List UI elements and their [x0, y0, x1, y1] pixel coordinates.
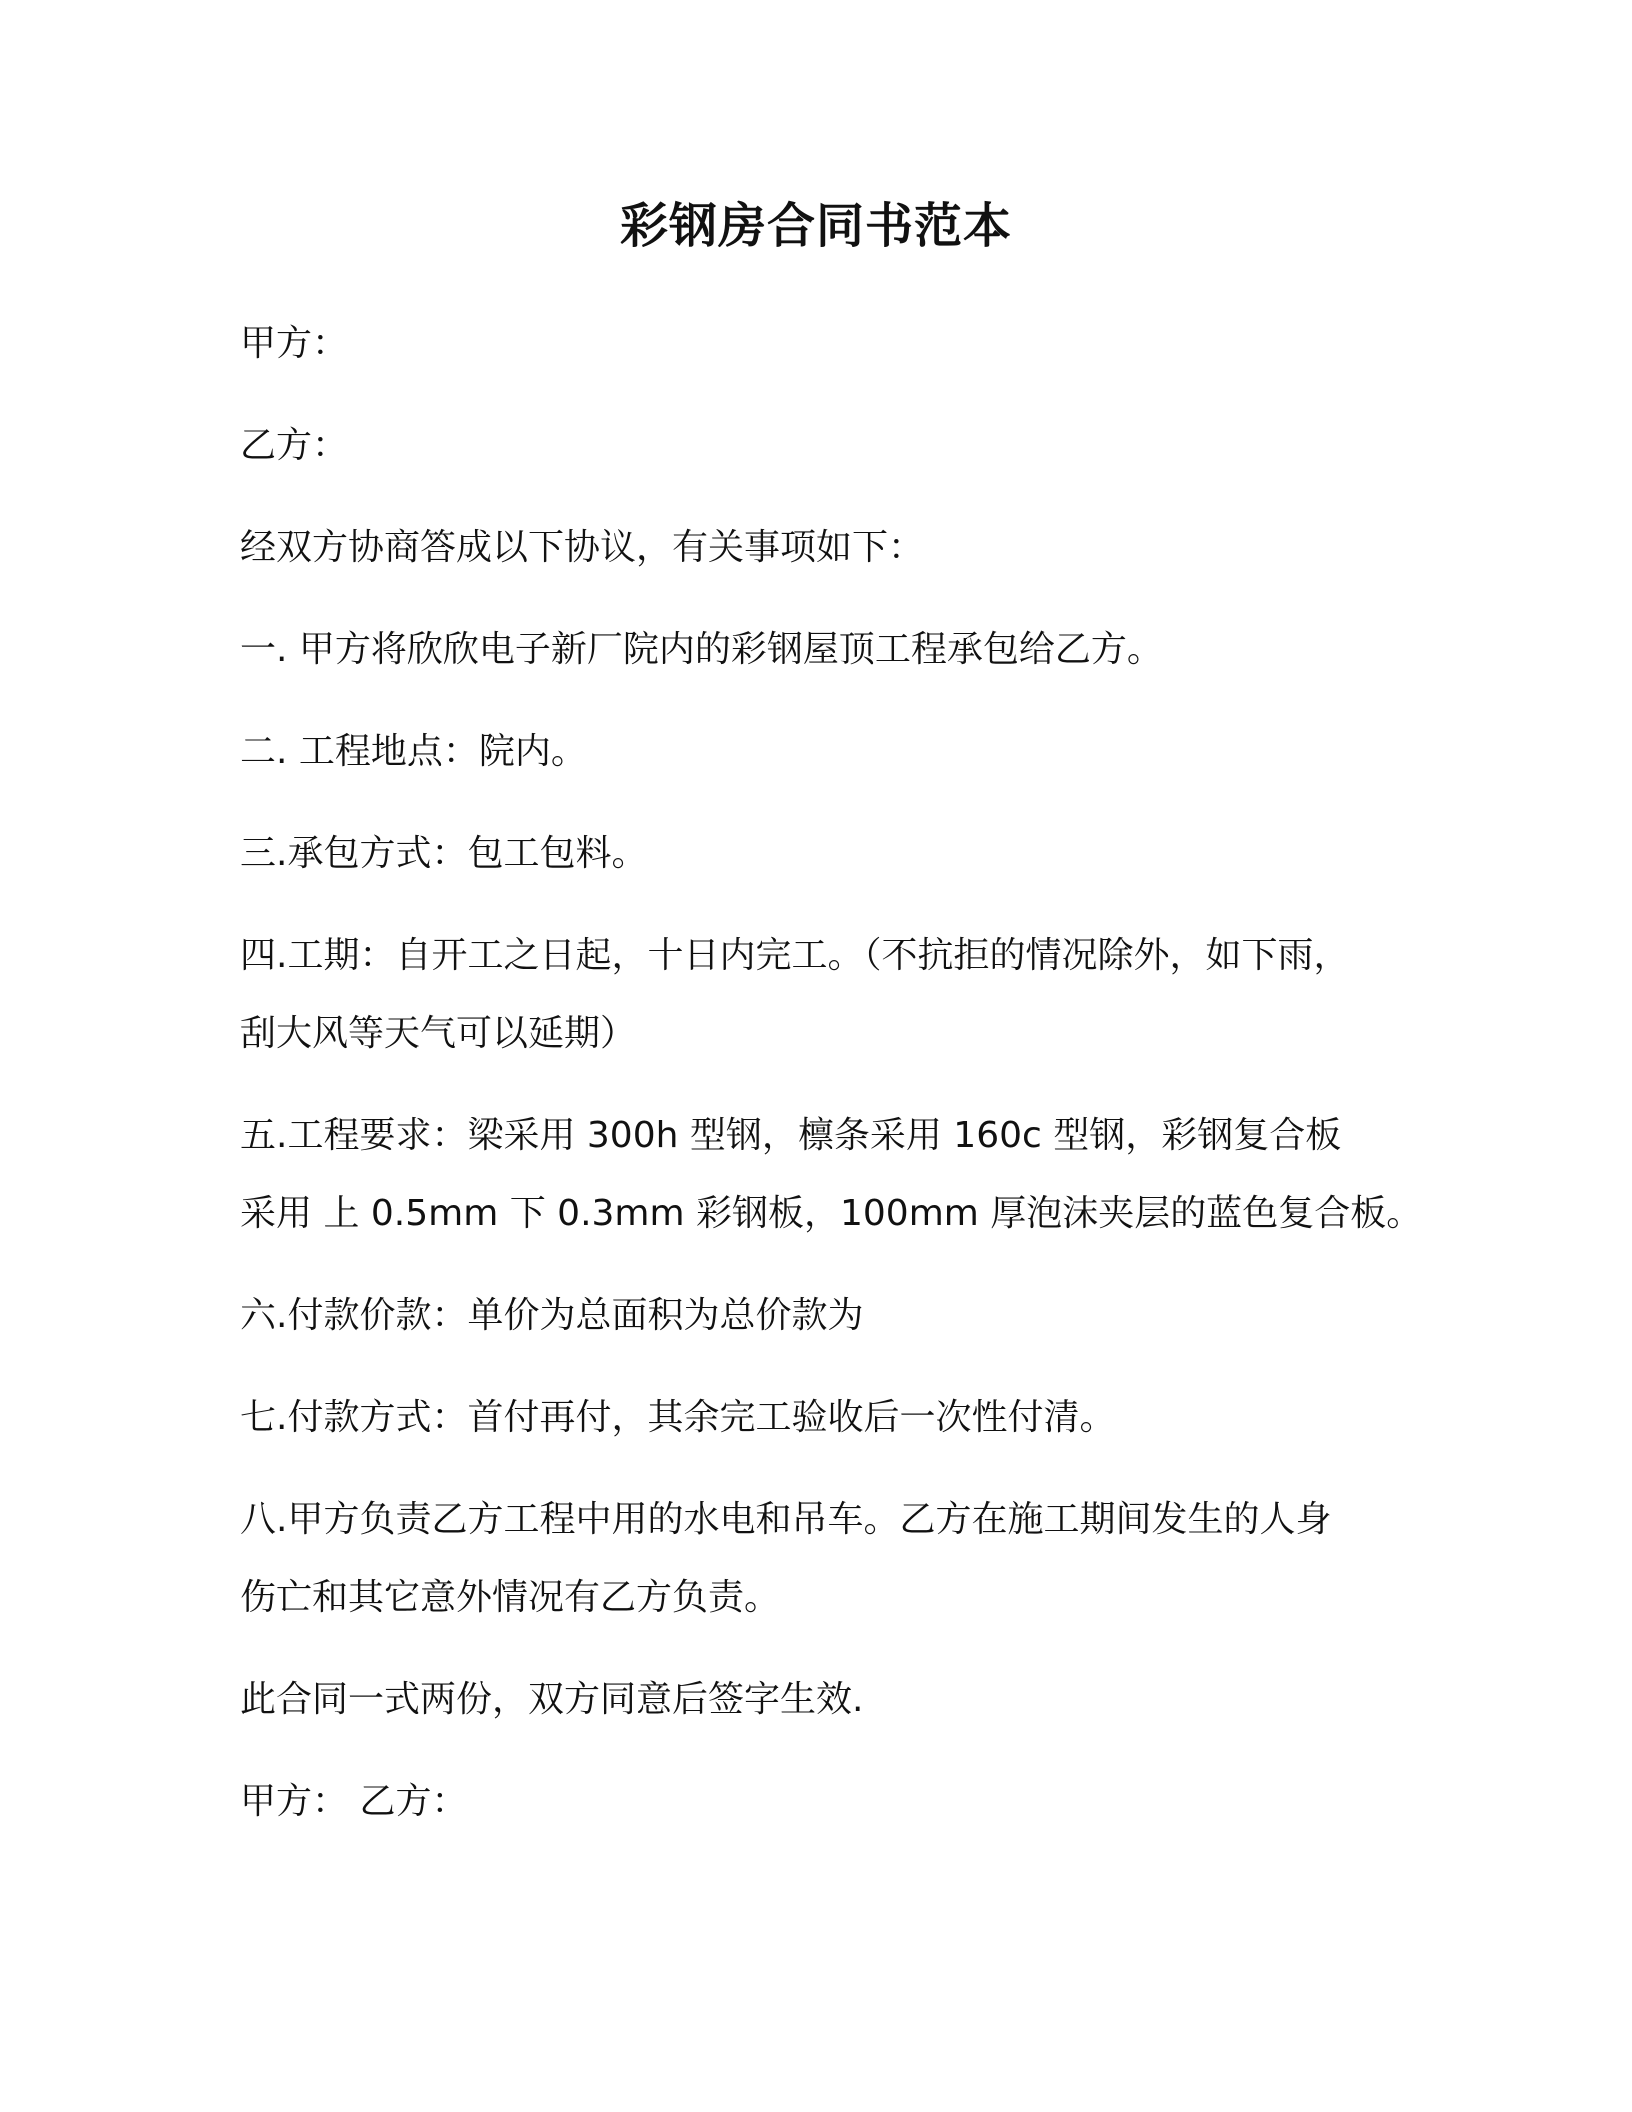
- intro-text: 经双方协商答成以下协议，有关事项如下：: [240, 527, 925, 568]
- clause-2: 二. 工程地点：院内。: [240, 731, 587, 772]
- clause-1: 一. 甲方将欣欣电子新厂院内的彩钢屋顶工程承包给乙方。: [240, 629, 1163, 670]
- clause-5-line-1: 五.工程要求：梁采用 300h 型钢，檩条采用 160c 型钢，彩钢复合板: [240, 1115, 1342, 1156]
- clause-5-line-2: 采用 上 0.5mm 下 0.3mm 彩钢板，100mm 厚泡沫夹层的蓝色复合板。: [240, 1193, 1423, 1234]
- clause-4-line-1: 四.工期：自开工之日起，十日内完工。（不抗拒的情况除外，如下雨，: [240, 935, 1350, 976]
- clause-3: 三.承包方式：包工包料。: [240, 833, 648, 874]
- clause-4-line-2: 刮大风等天气可以延期）: [240, 1013, 637, 1054]
- document-title: 彩钢房合同书范本: [619, 198, 1012, 254]
- clause-7: 七.付款方式：首付再付，其余完工验收后一次性付清。: [240, 1397, 1116, 1438]
- closing-text: 此合同一式两份，双方同意后签字生效.: [240, 1679, 864, 1720]
- clause-6: 六.付款价款：单价为总面积为总价款为: [240, 1295, 864, 1336]
- signature-line: 甲方： 乙方：: [240, 1781, 468, 1822]
- clause-8-line-2: 伤亡和其它意外情况有乙方负责。: [240, 1577, 781, 1618]
- party-b-label: 乙方：: [240, 425, 349, 466]
- clause-8-line-1: 八.甲方负责乙方工程中用的水电和吊车。乙方在施工期间发生的人身: [240, 1499, 1332, 1540]
- party-a-label: 甲方：: [240, 323, 349, 364]
